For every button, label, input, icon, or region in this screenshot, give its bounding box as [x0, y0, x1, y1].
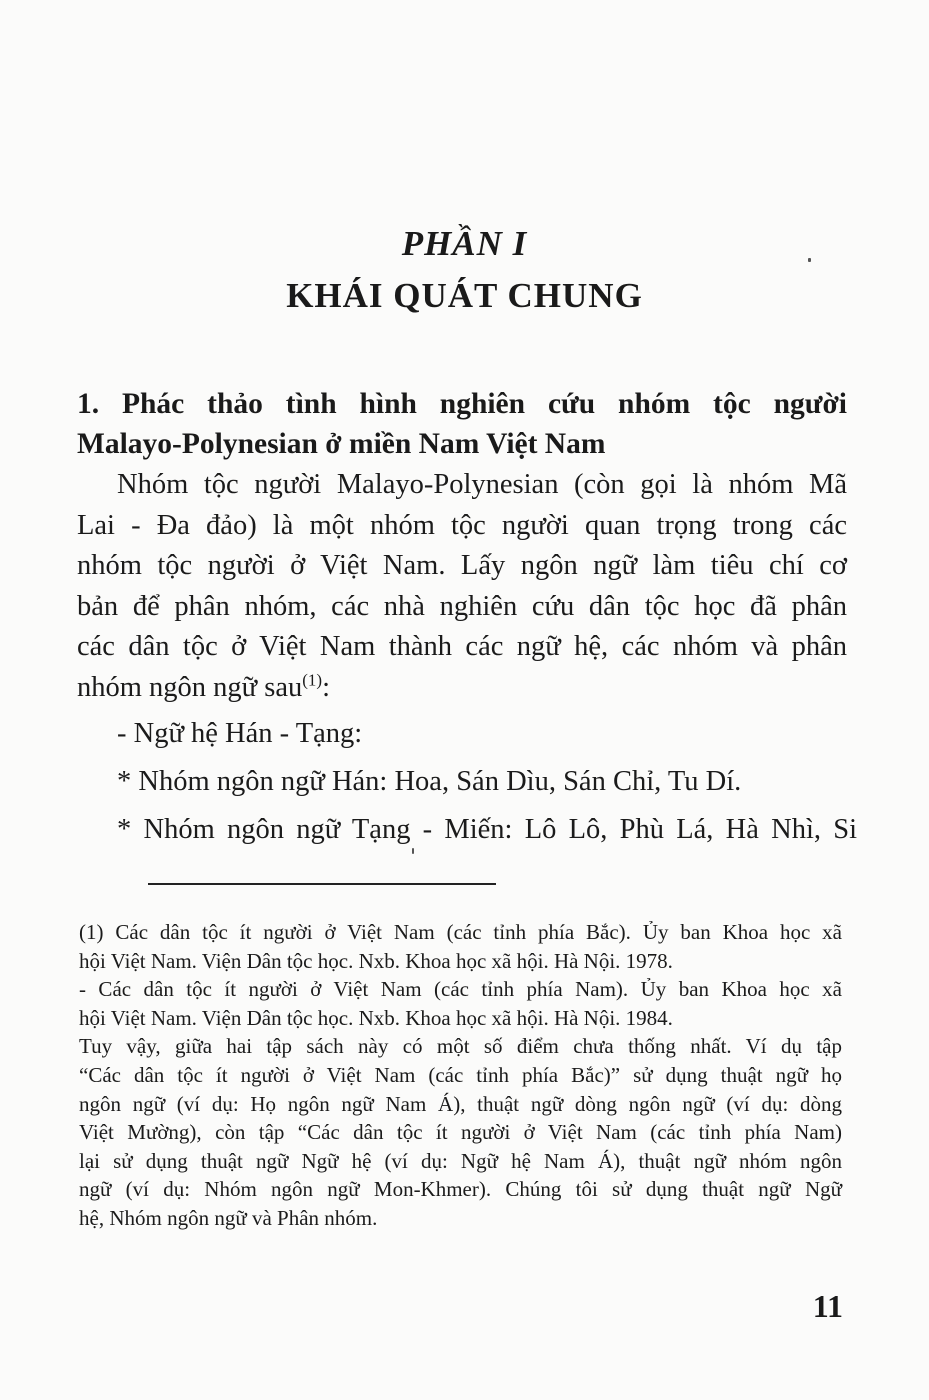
footnote-line: hệ, Nhóm ngôn ngữ và Phân nhóm.: [79, 1205, 378, 1230]
part-title: KHÁI QUÁT CHUNG: [286, 276, 643, 315]
part-label: PHẦN I: [401, 224, 528, 263]
footnote-separator: [148, 883, 496, 885]
paragraph-line: Lai - Đa đảo) là một nhóm tộc người quan trọng trong các: [77, 509, 847, 541]
paragraph-text: nhóm ngôn ngữ sau: [77, 671, 303, 703]
footnote-line: hội Việt Nam. Viện Dân tộc học. Nxb. Khoa học xã hội. Hà Nội. 1984.: [79, 1005, 673, 1030]
body-paragraph: [77, 465, 847, 708]
footnote-line: - Các dân tộc ít người ở Việt Nam (các tỉnh phía Nam). Ủy ban Khoa học xã: [79, 977, 842, 1002]
paragraph-line: nhóm tộc người ở Việt Nam. Lấy ngôn ngữ làm tiêu chí cơ: [77, 550, 847, 581]
section-heading: [77, 384, 847, 464]
section-heading-line: 1. Phác thảo tình hình nghiên cứu nhóm tộc người: [77, 388, 847, 420]
paragraph-punctuation: :: [322, 671, 330, 703]
language-list: [117, 710, 857, 854]
paragraph-line: các dân tộc ở Việt Nam thành các ngữ hệ, các nhóm và phân: [77, 631, 847, 662]
section-heading-line: Malayo-Polynesian ở miền Nam Việt Nam: [77, 428, 606, 460]
paragraph-line: bản để phân nhóm, các nhà nghiên cứu dân tộc học đã phân: [77, 590, 847, 622]
paragraph-line: Nhóm tộc người Malayo-Polynesian (còn gọi là nhóm Mã: [117, 469, 847, 500]
footnote-line: Tuy vậy, giữa hai tập sách này có một số điểm chưa thống nhất. Ví dụ tập: [79, 1034, 842, 1059]
list-item: * Nhóm ngôn ngữ Tạng - Miến: Lô Lô, Phù Lá, Hà Nhì, Si: [117, 814, 857, 845]
footnote-line: “Các dân tộc ít người ở Việt Nam (các tỉnh phía Bắc)” sử dụng thuật ngữ họ: [79, 1062, 842, 1087]
print-speck: [808, 258, 811, 262]
footnote-line: Việt Mường), còn tập “Các dân tộc ít người ở Việt Nam (các tỉnh phía Nam): [79, 1120, 842, 1145]
paragraph-line: [77, 668, 847, 709]
footnote-line: (1) Các dân tộc ít người ở Việt Nam (các tỉnh phía Bắc). Ủy ban Khoa học xã: [79, 920, 842, 944]
list-item: * Nhóm ngôn ngữ Hán: Hoa, Sán Dìu, Sán Chỉ, Tu Dí.: [117, 766, 742, 797]
list-item: - Ngữ hệ Hán - Tạng:: [117, 718, 363, 749]
footnote-line: ngữ (ví dụ: Nhóm ngôn ngữ Mon-Khmer). Chúng tôi sử dụng thuật ngữ Ngữ: [79, 1177, 842, 1202]
footnote-reference[interactable]: (1): [302, 670, 323, 689]
print-speck: [412, 848, 414, 854]
footnote-line: ngôn ngữ (ví dụ: Họ ngôn ngữ Nam Á), thuật ngữ dòng ngôn ngữ (ví dụ: dòng: [79, 1091, 842, 1116]
footnote-line: lại sử dụng thuật ngữ Ngữ hệ (ví dụ: Ngữ hệ Nam Á), thuật ngữ nhóm ngôn: [79, 1148, 842, 1173]
footnotes: [79, 918, 842, 1233]
page-number: 11: [812, 1288, 843, 1324]
footnote-line: hội Việt Nam. Viện Dân tộc học. Nxb. Khoa học xã hội. Hà Nội. 1978.: [79, 948, 673, 973]
